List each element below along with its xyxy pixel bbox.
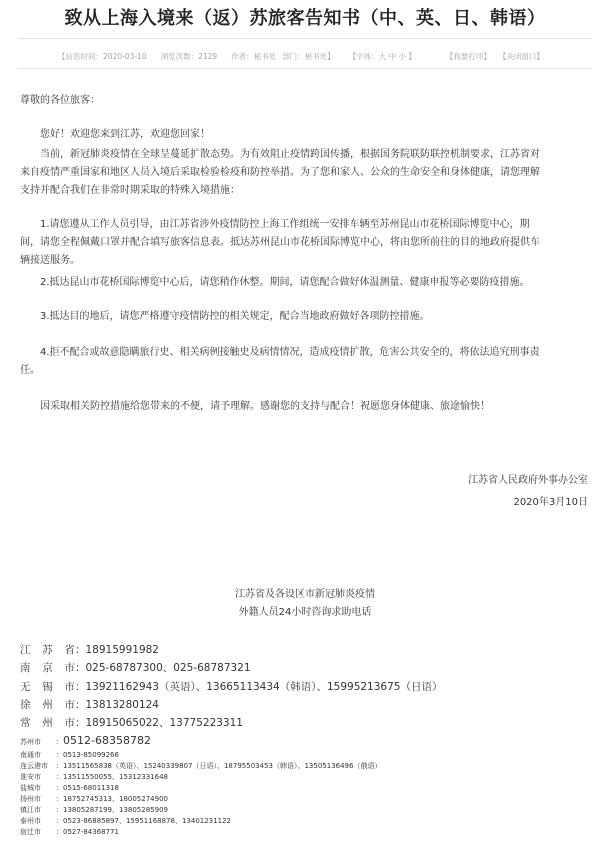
hotline-numbers: 13805287199、13805285909 [63,806,168,814]
hotline-city: 苏州市 [20,738,41,746]
hotline-city: 南京市 [20,662,75,674]
hotline-city: 南通市 [20,751,41,759]
hotline-row-small: 镇江市 ：13805287199、13805285909 [20,806,168,814]
info-date: 【信息时间：2020-03-10 [58,51,147,61]
hotline-numbers: 13511550055、15312331648 [63,773,168,781]
hotline-city: 盐城市 [20,784,41,792]
hotline-title-2: 外籍人员24小时咨询求助电话 [238,607,372,618]
hotline-numbers: 18915065022、13775223311 [85,717,243,729]
hotline-numbers: 18915991982 [85,644,159,656]
hotline-row: 无锡市：13921162943（英语）、13665113434（韩语）、15995213675（日语） [20,678,442,696]
greeting: 尊敬的各位旅客： [20,95,100,106]
hotline-numbers: 13813280124 [85,699,159,711]
hotline-row-small: 宿迁市 ：0527-84368771 [20,828,119,836]
hotline-numbers: 0523-86885897、15951168878、13401231122 [63,817,231,825]
hotline-row-small: 泰州市 ：0523-86885897、15951168878、13401231122 [20,817,231,825]
print-link[interactable]: 【我要打印】 [445,51,491,61]
item-1-line-1: 1.请您遵从工作人员引导，由江苏省涉外疫情防控上海工作组统一安排车辆至苏州昆山市花桥国际博览中心，期 [40,219,530,230]
hotline-row-small: 连云港市 ：13511565838（英语）、15240339807（日语）、18795503453（韩语）、13505136496（俄语） [20,762,382,770]
info-views: 浏览次数：2129 [160,51,218,61]
intro-line-2: 来自疫情严重国家和地区人员入境后采取检验检疫和防控举措。为了您和家人、公众的生命安全和身体健康，请您理解 [20,167,540,178]
hotline-numbers: 18752745313、18005274900 [63,795,168,803]
hotline-city: 扬州市 [20,795,41,803]
hotline-city: 镇江市 [20,806,41,814]
hotline-city: 宿迁市 [20,828,41,836]
hotline-numbers: 025-68787300、025-68787321 [85,662,251,674]
welcome-line: 您好！欢迎您来到江苏，欢迎您回家！ [40,129,210,140]
info-divider [18,68,592,69]
hotline-city: 淮安市 [20,773,41,781]
hotline-numbers: 0513-85099266 [63,751,119,759]
hotline-city: 常州市 [20,717,75,729]
hotline-numbers: 0515-68011318 [63,784,119,792]
hotline-city: 泰州市 [20,817,41,825]
hotline-city: 江苏省 [20,644,75,656]
hotline-numbers: 13921162943（英语）、13665113434（韩语）、15995213675（日语） [85,681,443,693]
item-4-line-1: 4.拒不配合或故意隐瞒旅行史、相关病例接触史及病情情况，造成疫情扩散，危害公共安全的，将依法追究刑事责 [40,347,540,358]
hotline-city: 无锡市 [20,681,75,693]
item-2: 2.抵达昆山市花桥国际博览中心后，请您稍作休整。期间，请您配合做好体温测量、健康申报等必要防疫措施。 [40,277,530,288]
hotline-row: 南京市：025-68787300、025-68787321 [20,659,251,677]
intro-line-1: 当前，新冠肺炎疫情在全球呈蔓延扩散态势。为有效阻止疫情跨国传播，根据国务院联防联控机制要求，江苏省对 [40,149,540,160]
intro-line-3: 支持并配合我们在非常时期采取的特殊入境措施： [20,185,240,196]
hotline-numbers: 13511565838（英语）、15240339807（日语）、18795503453（韩语）、13505136496（俄语） [63,762,382,770]
hotline-row-small: 扬州市 ：18752745313、18005274900 [20,795,168,803]
hotline-title-1: 江苏省及各设区市新冠肺炎疫情 [235,589,375,600]
info-bar [58,49,552,63]
font-size-control[interactable]: 【字体：大 中 小 】 [348,51,416,61]
info-dept: 部门：秘书处】 [282,51,335,61]
signature-office: 江苏省人民政府外事办公室 [468,475,588,486]
item-3: 3.抵达目的地后，请您严格遵守疫情防控的相关规定，配合当地政府做好各项防控措施。 [40,311,430,322]
hotline-city: 连云港市 [20,762,48,770]
hotline-city: 徐州市 [20,699,75,711]
closing-line: 因采取相关防控措施给您带来的不便，请予理解。感谢您的支持与配合！祝愿您身体健康、旅途愉快！ [40,401,490,412]
hotline-row: 常州市：18915065022、13775223311 [20,714,243,732]
item-1-line-3: 辆接送服务。 [20,255,80,266]
signature-date: 2020年3月10日 [513,497,588,508]
hotline-numbers: 0512-68358782 [63,734,151,747]
info-author: 作者：秘书处 [231,51,277,61]
page-title: 致从上海入境来（返）苏旅客告知书（中、英、日、韩语） [64,8,546,29]
item-4-line-2: 任。 [20,365,40,376]
hotline-row: 江苏省：18915991982 [20,641,159,659]
hotline-row-small: 苏州市 ：0512-68358782 [20,734,151,747]
hotline-row-small: 南通市 ：0513-85099266 [20,751,119,759]
close-window-link[interactable]: 【关闭窗口】 [498,51,544,61]
item-1-line-2: 间，请您全程佩戴口罩并配合填写旅客信息表。抵达苏州昆山市花桥国际博览中心，将由您所前往的目的地政府提供车 [20,237,540,248]
hotline-row-small: 淮安市 ：13511550055、15312331648 [20,773,168,781]
hotline-row: 徐州市：13813280124 [20,696,159,714]
title-divider [18,38,592,39]
hotline-row-small: 盐城市 ：0515-68011318 [20,784,119,792]
hotline-numbers: 0527-84368771 [63,828,119,836]
